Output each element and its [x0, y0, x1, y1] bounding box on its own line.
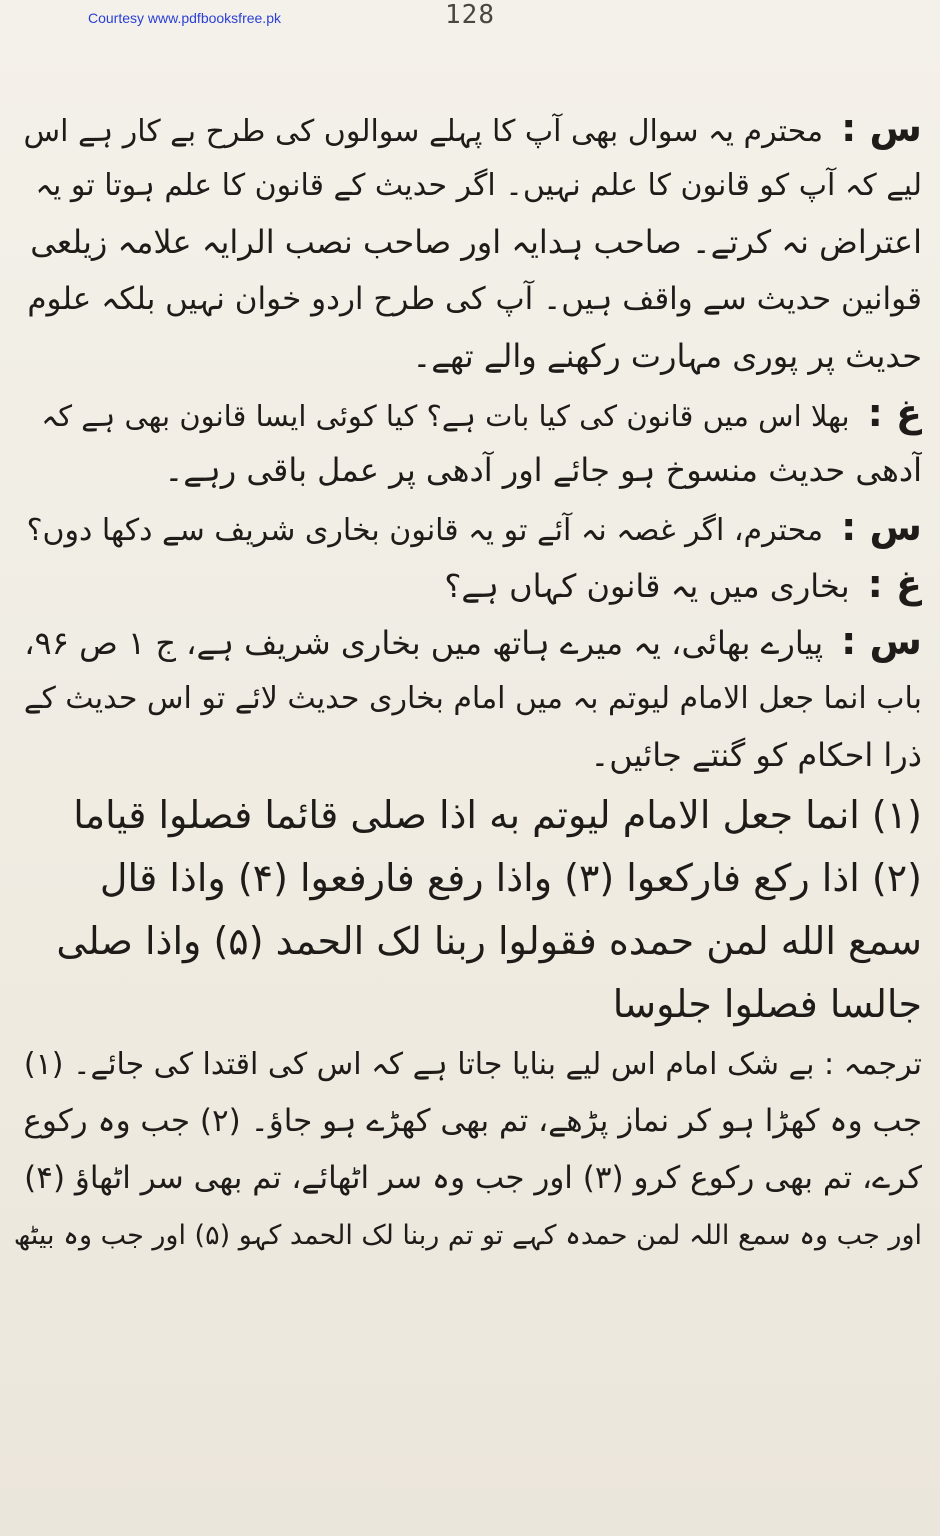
arabic-line: (۱) انما جعل الامام لیوتم به اذا صلی قائما فصلوا قیاما: [73, 793, 922, 837]
line-text: بھلا اس میں قانون کی کیا بات ہے؟ کیا کوئی ایسا قانون بھی ہے کہ: [41, 399, 850, 433]
arabic-line: (۲) اذا رکع فارکعوا (۳) واذا رفع فارفعوا (۴) واذا قال: [99, 856, 922, 900]
line-text: محترم، اگر غصہ نہ آئے تو یہ قانون بخاری شریف سے دکھا دوں؟: [26, 513, 824, 548]
text-line: [14, 157, 922, 214]
text-line: [14, 100, 922, 157]
text-line: [14, 556, 922, 613]
speaker-label: س :: [841, 619, 922, 663]
line-text: باب انما جعل الامام لیوتم بہ میں امام بخاری حدیث لائے تو اس حدیث کے: [23, 681, 922, 716]
text-line: [14, 385, 922, 442]
page-number: 128: [445, 0, 495, 30]
page-body: [14, 100, 922, 1264]
arabic-line: سمع الله لمن حمده فقولوا ربنا لک الحمد (۵) واذا صلی: [56, 919, 922, 963]
translation-section: [14, 1036, 922, 1264]
line-text: بخاری میں یہ قانون کہاں ہے؟: [444, 567, 850, 605]
speaker-label: غ :: [867, 562, 922, 606]
line-text: پیارے بھائی، یہ میرے ہاتھ میں بخاری شریف ہے، ج ۱ ص ۹۶،: [24, 624, 824, 662]
translation-line: اور جب وہ سمع اللہ لمن حمدہ کہے تو تم ربنا لک الحمد کہو (۵) اور جب وہ بیٹھ: [14, 1220, 922, 1251]
translation-line: کرے، تم بھی رکوع کرو (۳) اور جب وہ سر اٹھائے، تم بھی سر اٹھاؤ (۴): [24, 1160, 922, 1196]
text-line: [14, 214, 922, 271]
text-line: [14, 442, 922, 499]
dialogue-section: [14, 100, 922, 784]
text-line: [14, 613, 922, 670]
line-text: لیے کہ آپ کو قانون کا علم نہیں۔ اگر حدیث کے قانون کا علم ہوتا تو یہ: [35, 168, 922, 203]
translation-line: ترجمہ : بے شک امام اس لیے بنایا جاتا ہے کہ اس کی اقتدا کی جائے۔ (۱): [23, 1047, 922, 1082]
text-line: [14, 271, 922, 328]
line-text: اعتراض نہ کرتے۔ صاحب ہدایہ اور صاحب نصب الرایہ علامہ زیلعی: [30, 223, 922, 261]
text-line: [14, 727, 922, 784]
speaker-label: غ :: [867, 391, 922, 435]
text-line: [14, 328, 922, 385]
speaker-label: س :: [841, 106, 922, 150]
translation-line: جب وہ کھڑا ہو کر نماز پڑھے، تم بھی کھڑے ہو جاؤ۔ (۲) جب وہ رکوع: [23, 1103, 922, 1139]
line-text: حدیث پر پوری مہارت رکھنے والے تھے۔: [412, 337, 922, 375]
arabic-hadith-section: [14, 784, 922, 1036]
text-line: [14, 499, 922, 556]
line-text: قوانین حدیث سے واقف ہیں۔ آپ کی طرح اردو خوان نہیں بلکہ علوم: [27, 281, 922, 317]
line-text: آدھی حدیث منسوخ ہو جائے اور آدھی پر عمل باقی رہے۔: [164, 451, 922, 489]
text-line: [14, 670, 922, 727]
line-text: محترم یہ سوال بھی آپ کا پہلے سوالوں کی طرح بے کار ہے اس: [23, 114, 824, 149]
line-text: ذرا احکام کو گنتے جائیں۔: [590, 736, 922, 774]
courtesy-watermark: Courtesy www.pdfbooksfree.pk: [88, 10, 281, 26]
speaker-label: س :: [841, 505, 922, 549]
arabic-line: جالسا فصلوا جلوسا: [612, 982, 922, 1026]
